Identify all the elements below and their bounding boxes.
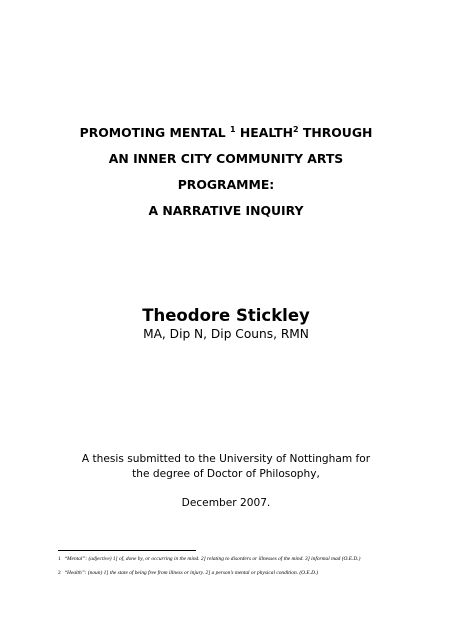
footnote-divider <box>58 550 196 551</box>
submission-statement <box>0 452 452 482</box>
title-line-3: PROGRAMME: <box>177 177 275 192</box>
title-line-2: AN INNER CITY COMMUNITY ARTS <box>108 151 344 166</box>
footnotes <box>58 556 398 584</box>
footnote-ref-1: 1 <box>230 125 236 134</box>
author-name: Theodore Stickley <box>142 306 310 325</box>
footnote-text: “Health”: (noun) 1] the state of being free from illness or injury. 2] a person’s mental or physical condition. (O.E.D.) <box>64 570 319 576</box>
footnote-text: “Mental”: (adjective) 1] of, done by, or occurring in the mind. 2] relating to disorders or illnesses of the mind. 3] informal mad (O.E.D.) <box>64 556 361 562</box>
author-credentials: MA, Dip N, Dip Couns, RMN <box>143 327 309 341</box>
submission-line-1: A thesis submitted to the University of Nottingham for <box>81 453 371 465</box>
submission-date: December 2007. <box>181 497 271 509</box>
submission-line-2: the degree of Doctor of Philosophy, <box>132 468 320 480</box>
title-line-1-part-a: PROMOTING MENTAL <box>79 125 230 140</box>
title-line-4: A NARRATIVE INQUIRY <box>148 203 304 218</box>
thesis-title <box>0 120 452 224</box>
title-line-1 <box>0 120 452 146</box>
footnote-ref-2: 2 <box>292 125 299 134</box>
footnote-number: 1 <box>58 556 61 562</box>
title-line-1-part-c: THROUGH <box>298 125 373 140</box>
footnote-number: 2 <box>58 570 61 576</box>
footnote-2 <box>58 570 398 577</box>
title-line-1-part-b: HEALTH <box>235 125 293 140</box>
footnote-1 <box>58 556 398 563</box>
